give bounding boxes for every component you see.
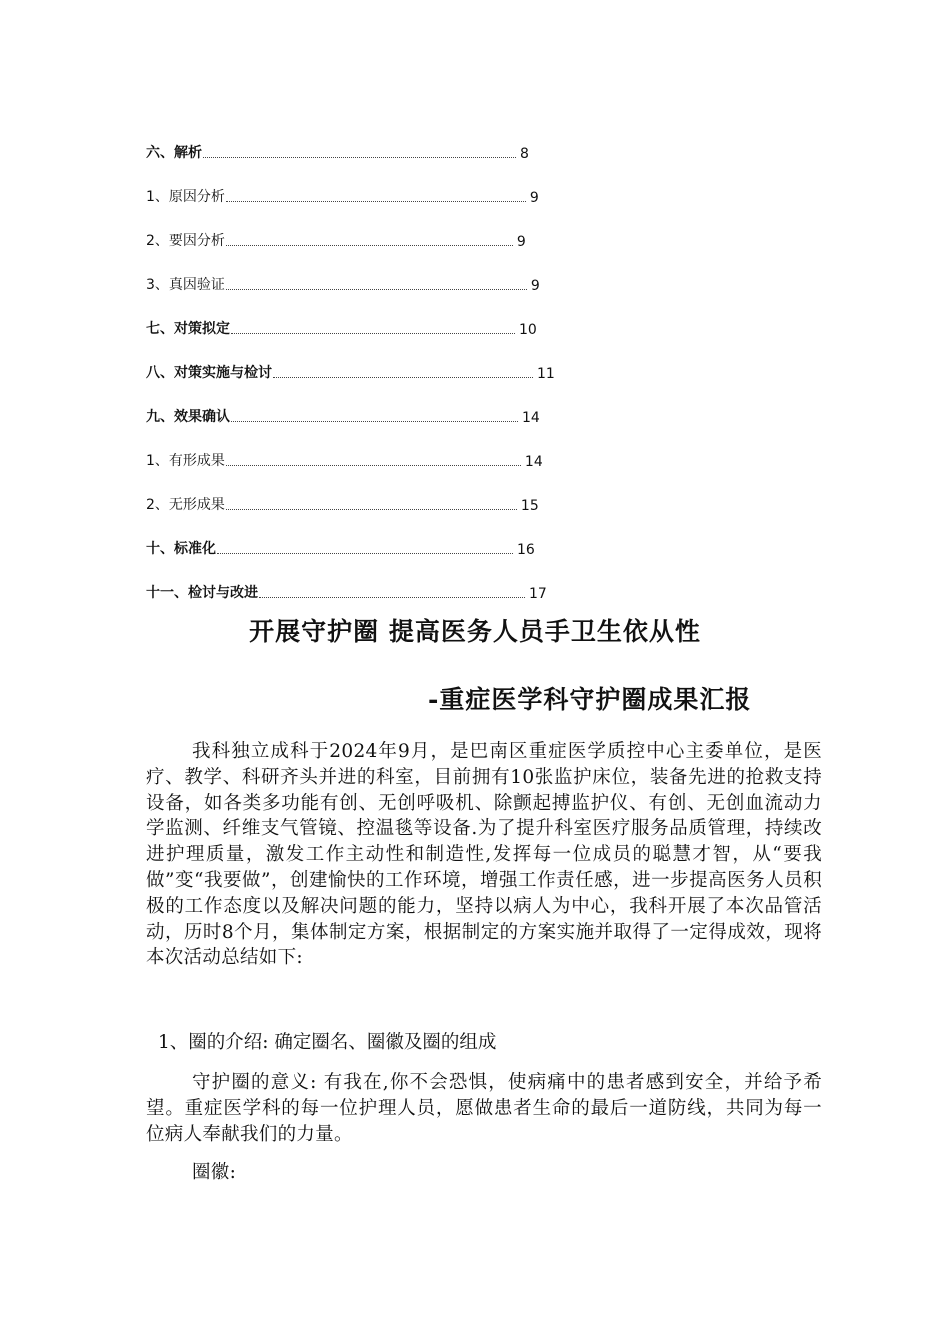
toc-entry[interactable] — [146, 514, 706, 558]
toc-entry-page: 14 — [524, 454, 543, 470]
toc-entry-label: 十、标准化 — [146, 541, 216, 557]
toc-entry[interactable] — [146, 250, 706, 294]
toc-entry-page: 9 — [516, 234, 526, 250]
toc-entry-label: 1、有形成果 — [146, 453, 225, 469]
toc-entry-page: 15 — [520, 498, 539, 514]
toc-entry[interactable] — [146, 382, 706, 426]
meaning-paragraph: 守护圈的意义: 有我在,你不会恐惧，使病痛中的患者感到安全，并给予希望。重症医学科的每一位护理人员，愿做患者生命的最后一道防线，共同为每一位病人奉献我们的力量。 — [146, 1072, 822, 1145]
toc-entry[interactable] — [146, 118, 706, 162]
toc-leader-dots — [226, 289, 527, 290]
toc-entry-label: 2、要因分析 — [146, 233, 225, 249]
emblem-label: 圈徽: — [192, 1162, 237, 1183]
toc-entry-label: 1、原因分析 — [146, 189, 225, 205]
document-subtitle: -重症医学科守护圈成果汇报 — [428, 685, 752, 714]
toc-leader-dots — [217, 553, 513, 554]
toc-entry[interactable] — [146, 558, 706, 602]
toc-leader-dots — [273, 377, 533, 378]
toc-entry-page: 14 — [522, 410, 540, 426]
toc-entry[interactable] — [146, 162, 706, 206]
toc-entry[interactable] — [146, 470, 706, 514]
toc-leader-dots — [226, 201, 526, 202]
toc-entry-page: 10 — [519, 322, 537, 338]
toc-entry[interactable] — [146, 206, 706, 250]
toc-leader-dots — [226, 509, 517, 510]
toc-leader-dots — [231, 421, 518, 422]
toc-leader-dots — [226, 465, 521, 466]
toc-entry[interactable] — [146, 426, 706, 470]
document-title: 开展守护圈 提高医务人员手卫生依从性 — [249, 617, 701, 646]
toc-entry[interactable] — [146, 294, 706, 338]
intro-paragraph: 我科独立成科于2024年9月，是巴南区重症医学质控中心主委单位，是医疗、教学、科研齐头并进的科室，目前拥有10张监护床位，装备先进的抢救支持设备，如各类多功能有创、无创呼吸机、除颤起搏监护仪、有创、无创血流动力学监测、纤维支气管镜、控温毯等设备.为了提升科室医疗服务品质管理，持续改进护理质量，激发工作主动性和制造性,发挥每一位成员的聪慧才智，从“要我做”变“我要做”，创建愉快的工作环境，增强工作责任感，进一步提高医务人员积极的工作态度以及解决问题的能力，坚持以病人为中心，我科开展了本次品管活动，历时8个月，集体制定方案，根据制定的方案实施并取得了一定得成效，现将本次活动总结如下: — [146, 741, 822, 969]
toc-leader-dots — [259, 597, 525, 598]
toc-entry-label: 八、对策实施与检讨 — [146, 365, 272, 381]
toc-entry[interactable] — [146, 338, 706, 382]
toc-entry-label: 七、对策拟定 — [146, 321, 230, 337]
toc-leader-dots — [231, 333, 515, 334]
toc-entry-label: 九、效果确认 — [146, 409, 230, 425]
toc-entry-page: 9 — [529, 190, 539, 206]
section-heading: 1、圈的介绍: 确定圈名、圈徽及圈的组成 — [158, 1032, 497, 1053]
toc-entry-label: 3、真因验证 — [146, 277, 225, 293]
toc-entry-label: 六、解析 — [146, 145, 202, 161]
table-of-contents — [146, 118, 706, 602]
toc-entry-page: 8 — [520, 146, 529, 162]
toc-leader-dots — [203, 157, 516, 158]
toc-entry-page: 9 — [530, 278, 540, 294]
toc-entry-page: 11 — [537, 366, 555, 382]
toc-entry-page: 17 — [529, 586, 547, 602]
toc-entry-page: 16 — [517, 542, 535, 558]
toc-entry-label: 2、无形成果 — [146, 497, 225, 513]
toc-entry-label: 十一、检讨与改进 — [146, 585, 258, 601]
toc-leader-dots — [226, 245, 513, 246]
